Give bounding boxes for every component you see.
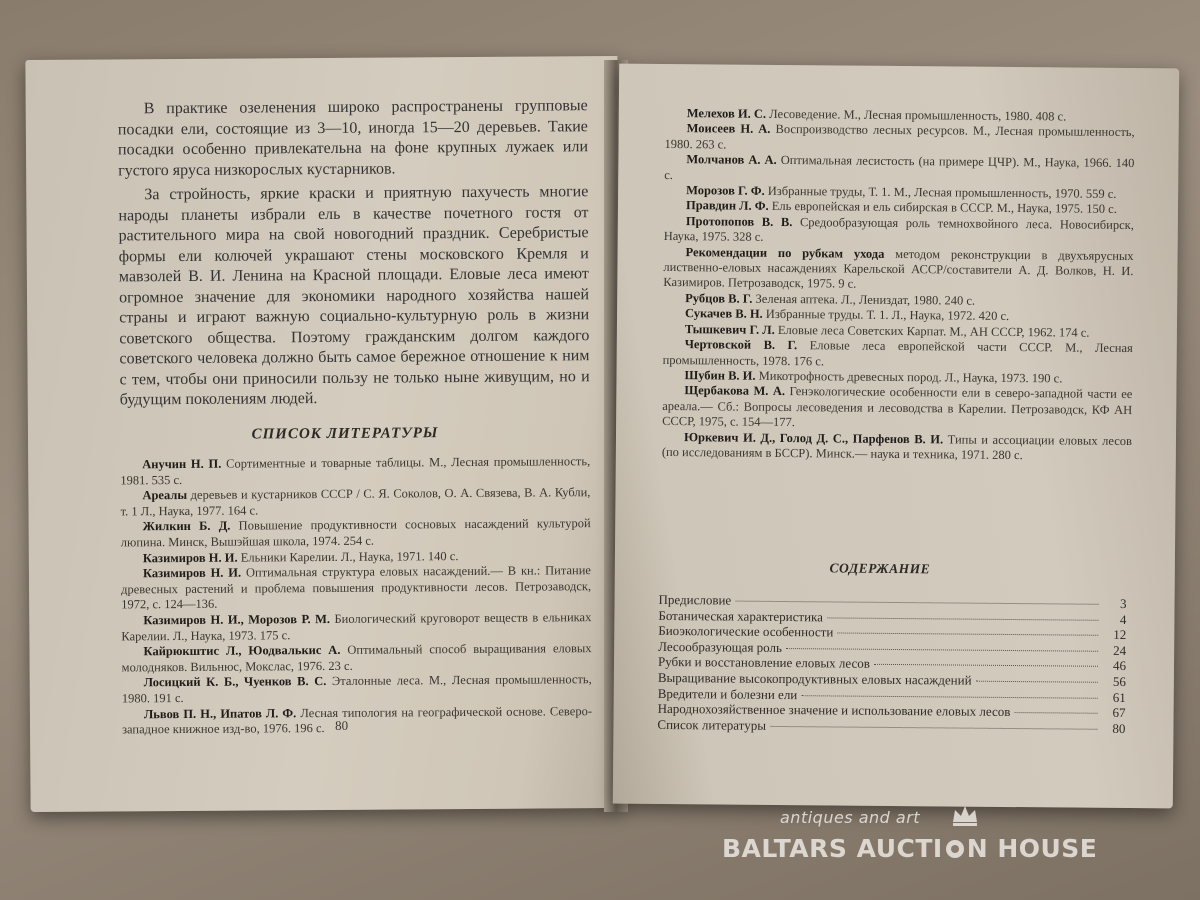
toc-entry: Список литературы 80 [657,716,1126,736]
reference-item: Молчанов А. А. Оптимальная лесистость (на примере ЦЧР). М., Наука, 1966. 140 с. [664,152,1135,182]
reference-item: Щербакова М. А. Генэкологические особенности ели в северо-западной части ее ареала.— Сб.: Вопросы лесоведения и лесоводства в Карелии. Петрозаводск, КФ АН СССР, 1975, с. 154—177. [662,383,1133,430]
reference-item: Казимиров Н. И. Оптимальная структура еловых насаждений.— В кн.: Питание древесных растений и проблема повышения продуктивности лесов. Петрозаводск, 1972, с. 124—136. [121,563,592,612]
paragraph: В практике озеленения широко распространены групповые посадки ели, состоящие из 3—10, иногда 15—20 деревьев. Такие посадки особенно привлекательна на фоне крупных лужаек или густого яруса низкорослых кустарников. [117,97,589,179]
reference-item: Анучин Н. П. Сортиментные и товарные таблицы. М., Лесная промышленность, 1981. 535 с. [120,454,591,488]
reference-item: Протопопов В. В. Средообразующая роль темнохвойного леса. Новосибирск, Наука, 1975. 328 с. [663,214,1134,245]
reference-list-continued [662,106,1135,464]
reference-item: Львов П. Н., Ипатов Л. Ф. Лесная типология на географической основе. Северо-западное книжное изд-во, 1976. 196 с. [122,703,593,737]
reference-list [120,454,592,738]
page-number: 80 [334,717,349,733]
table-of-contents [657,592,1126,736]
toc-entry: Народнохозяйственное значение и использование еловых лесов 67 [657,701,1126,721]
reference-item: Морозов Г. Ф. Избранные труды, Т. 1. М., Лесная промышленность, 1970. 559 с. [686,183,1117,201]
reference-item: Лосицкий К. Б., Чуенков В. С. Эталонные леса. М., Лесная промышленность, 1980. 191 с. [121,672,592,706]
toc-entry: Выращивание высокопродуктивных еловых насаждений 56 [657,669,1126,689]
globe-icon [944,838,966,860]
right-page [613,64,1179,809]
references-heading: СПИСОК ЛИТЕРАТУРЫ [251,425,439,443]
reference-item: Рекомендации по рубкам ухода методом реконструкции в двухъярусных лиственно-еловых насаждениях Карельской АССР/составители А. Д. Волков, Н. И. Казимиров. Петрозаводск, 1975. 9 с. [663,244,1134,292]
reference-item: Рубцов В. Г. Зеленая аптека. Л., Лениздат, 1980. 240 с. [685,291,976,308]
reference-item: Сукачев В. Н. Избранные труды. Т. 1. Л., Наука, 1972. 420 с. [685,306,1010,324]
reference-item: Правдин Л. Ф. Ель европейская и ель сибирская в СССР. М., Наука, 1975. 150 с. [685,198,1117,217]
reference-item: Жилкин Б. Д. Повышение продуктивности сосновых насаждений культурой люпина. Минск, Вышэйшая школа, 1974. 254 с. [120,516,591,550]
reference-item: Моисеев Н. А. Воспроизводство лесных ресурсов. М., Лесная промышленность, 1980. 263 с. [664,121,1135,152]
reference-item: Юркевич И. Д., Голод Д. С., Парфенов В. И. Типы и ассоциации еловых лесов (по исследованиям в БССР). Минск.— наука и техника, 1971. 280 с. [661,429,1133,463]
reference-item: Шубин В. И. Микотрофность древесных пород. Л., Наука, 1973. 190 с. [684,368,1063,386]
toc-heading: СОДЕРЖАНИЕ [829,560,931,577]
toc-entry: Вредители и болезни ели 61 [657,685,1126,705]
toc-entry: Предисловие 3 [658,591,1127,612]
watermark-tagline: antiques and art [780,808,921,827]
left-page [25,56,622,812]
watermark-brand: BALTARS AUCTI N HOUSE [722,834,1098,863]
reference-item: Казимиров Н. И. Ельники Карелии. Л., Наука, 1971. 140 с. [142,548,459,565]
reference-item: Мелехов И. С. Лесоведение. М., Лесная промышленность, 1980. 408 с. [686,106,1067,124]
reference-item: Чертовской В. Г. Еловые леса европейской части СССР. М., Лесная промышленность, 1978. 176 с. [662,337,1133,368]
reference-item: Кайрюкштис Л., Юодвалькис А. Оптимальный способ выращивания еловых молодняков. Вильнюс, Мокслас, 1976. 23 с. [121,641,592,675]
reference-item: Казимиров Н. И., Морозов Р. М. Биологический круговорот веществ в ельниках Карелии. Л., Наука, 1973. 175 с. [121,610,592,643]
toc-entry: Лесообразующая роль 24 [658,638,1127,658]
body-text [118,96,590,415]
reference-item: Ареалы деревьев и кустарников СССР / С. Я. Соколов, О. А. Связева, В. А. Кубли, т. 1 Л., Наука, 1977. 164 с. [120,485,591,519]
crown-icon [950,802,980,828]
toc-entry: Биоэкологические особенности 12 [658,623,1127,643]
reference-item: Тышкевич Г. Л. Еловые леса Советских Карпат. М., АН СССР, 1962. 174 с. [684,321,1090,340]
toc-entry: Рубки и восстановление еловых лесов 46 [657,654,1127,674]
paragraph: За стройность, яркие краски и приятную пахучесть многие народы планеты избрали ель в качестве почетного гостя от растительного мира на свой новогодний праздник. Серебристые формы ели колючей украшают стены московского Кремля и мавзолей В. И. Ленина на Красной площади. Еловые леса имеют огромное значение для экономики народного хозяйства нашей страны и играют важную социально-культурную роль в жизни советского общества. Поэтому гражданским долгом каждого советского человека должно быть самое бережное отношение к ним с тем, чтобы они приносили пользу не только ныне живущим, но и будущим поколениям людей. [118,183,590,409]
toc-entry: Ботаническая характеристика 4 [658,607,1127,627]
